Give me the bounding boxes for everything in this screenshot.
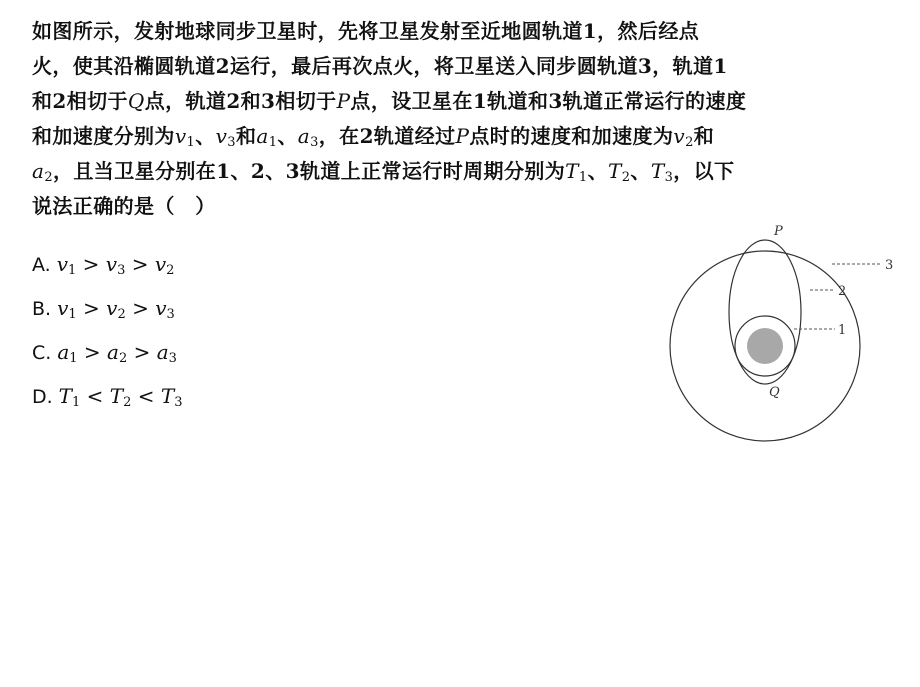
earth: [747, 328, 783, 364]
question-line-2: 火，使其沿椭圆轨道2运行，最后再次点火，将卫星送入同步圆轨道3，轨道1: [32, 54, 728, 78]
var-symbol: v: [673, 124, 686, 148]
relation-symbol: >: [83, 340, 101, 364]
option-expression: [57, 296, 175, 320]
var-symbol: T: [109, 384, 124, 408]
separator: 、: [630, 159, 651, 183]
option-b[interactable]: [32, 292, 183, 336]
question-line-6: 说法正确的是（ ）: [32, 194, 216, 218]
var-subscript: 3: [168, 351, 177, 366]
var-symbol: a: [297, 124, 311, 148]
var-symbol: T: [565, 159, 579, 183]
question-text: ，以下: [673, 159, 735, 183]
var-t1: [565, 159, 587, 183]
var-subscript: 2: [117, 307, 126, 322]
var-symbol: v: [57, 296, 69, 320]
orbit-2-label: 2: [838, 284, 847, 299]
var-symbol: v: [106, 296, 118, 320]
var-symbol: v: [215, 124, 228, 148]
var-subscript: 3: [664, 170, 674, 185]
orbit-diagram: [660, 218, 900, 458]
relation-symbol: >: [133, 340, 151, 364]
var-subscript: 1: [578, 170, 588, 185]
var-a1: [256, 124, 277, 148]
point-p-symbol: P: [455, 124, 470, 148]
option-letter: A.: [32, 254, 51, 276]
var-subscript: 2: [123, 395, 132, 410]
var-symbol: T: [650, 159, 665, 183]
option-c[interactable]: [32, 336, 183, 380]
var-symbol: v: [56, 252, 69, 276]
option-letter: C.: [32, 342, 52, 364]
point-p-symbol: P: [336, 89, 351, 113]
point-q-symbol: Q: [127, 89, 145, 113]
option-letter: D.: [32, 386, 53, 408]
question-text: ，在2轨道经过: [318, 124, 456, 148]
option-a[interactable]: [32, 248, 183, 292]
var-subscript: 1: [72, 395, 81, 410]
var-t3: [651, 159, 673, 183]
var-symbol: a: [57, 340, 70, 364]
var-subscript: 3: [117, 263, 126, 278]
answer-options: [32, 248, 183, 424]
relation-symbol: >: [83, 296, 100, 320]
var-subscript: 3: [166, 307, 175, 322]
var-symbol: a: [256, 124, 269, 148]
relation-symbol: >: [131, 252, 149, 276]
var-symbol: T: [58, 384, 73, 408]
var-subscript: 3: [174, 395, 183, 410]
var-subscript: 1: [69, 351, 78, 366]
var-subscript: 3: [227, 135, 236, 150]
var-symbol: v: [155, 296, 167, 320]
question-text: 和2相切于: [32, 89, 128, 113]
var-symbol: a: [107, 340, 119, 364]
var-subscript: 1: [186, 135, 196, 150]
option-expression: [57, 252, 175, 276]
separator: 、: [195, 124, 216, 148]
option-d[interactable]: [32, 380, 183, 424]
question-text: 点，设卫星在1轨道和3轨道正常运行的速度: [350, 89, 747, 113]
orbit-1-label: 1: [838, 323, 847, 338]
question-text: ，且当卫星分别在1、2、3轨道上正常运行时周期分别为: [53, 159, 566, 183]
var-symbol: v: [105, 252, 118, 276]
var-a2: [32, 159, 53, 183]
var-subscript: 2: [118, 351, 128, 366]
var-subscript: 2: [44, 170, 53, 185]
question-text: 和: [693, 124, 715, 148]
option-expression: [59, 384, 183, 408]
var-symbol: a: [156, 340, 169, 364]
question-line-1: 如图所示，发射地球同步卫星时，先将卫星发射至近地圆轨道1，然后经点: [32, 19, 700, 43]
question-text: 和: [235, 124, 257, 148]
separator: 、: [277, 124, 298, 148]
question-line-5: [32, 154, 892, 189]
relation-symbol: >: [82, 252, 100, 276]
var-symbol: a: [32, 159, 45, 183]
question-text: 和加速度分别为: [32, 124, 175, 148]
point-q-label: Q: [769, 385, 780, 400]
relation-symbol: <: [137, 384, 155, 408]
var-subscript: 2: [166, 263, 175, 278]
var-t2: [608, 159, 630, 183]
var-subscript: 1: [268, 135, 278, 150]
var-subscript: 3: [310, 135, 319, 150]
relation-symbol: <: [86, 384, 104, 408]
question-stem: [32, 14, 892, 224]
var-symbol: T: [160, 384, 175, 408]
question-text: 点时的速度和加速度为: [469, 124, 674, 148]
var-symbol: v: [174, 124, 187, 148]
point-p-label: P: [774, 224, 783, 239]
var-symbol: T: [607, 159, 622, 183]
var-subscript: 1: [68, 263, 77, 278]
orbit-diagram-svg: [660, 218, 900, 458]
var-v2: [673, 124, 693, 148]
question-line-4: [32, 119, 892, 154]
option-expression: [57, 340, 177, 364]
orbit-3-label: 3: [885, 258, 894, 273]
question-text: 点，轨道2和3相切于: [144, 89, 337, 113]
question-line-3: [32, 84, 892, 119]
var-subscript: 2: [685, 135, 694, 150]
var-symbol: v: [154, 252, 167, 276]
relation-symbol: >: [132, 296, 149, 320]
var-subscript: 2: [621, 170, 631, 185]
var-subscript: 1: [68, 307, 77, 322]
option-letter: B.: [32, 298, 52, 320]
var-a3: [298, 124, 319, 148]
var-v1: [175, 124, 195, 148]
separator: 、: [587, 159, 608, 183]
var-v3: [216, 124, 236, 148]
